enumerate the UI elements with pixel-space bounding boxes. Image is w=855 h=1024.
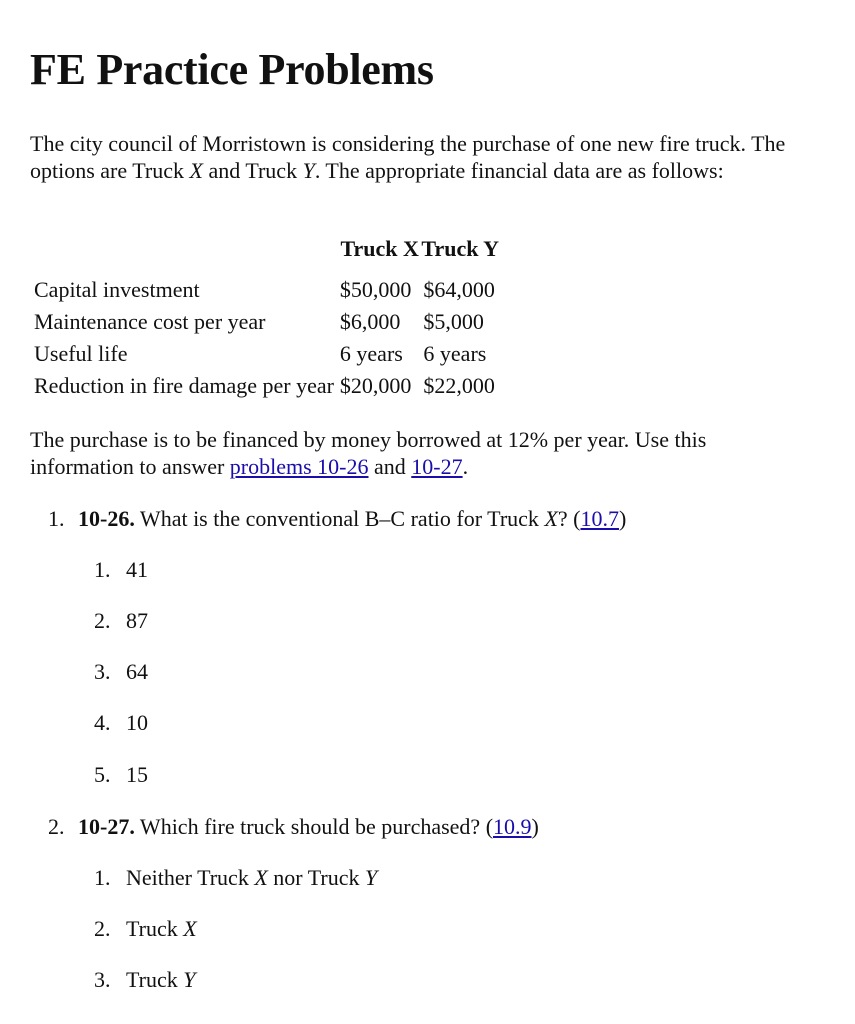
financial-data-table bbox=[32, 236, 499, 402]
option-text: Truck bbox=[126, 967, 184, 992]
truck-y-value: 6 years bbox=[423, 341, 487, 366]
option-truck-y: Y bbox=[364, 865, 378, 890]
option-text: Truck bbox=[126, 916, 184, 941]
truck-y-value: $5,000 bbox=[423, 309, 484, 334]
option-text: 10 bbox=[126, 710, 148, 735]
intro-truck-y: Y bbox=[302, 158, 315, 183]
question-10-26 bbox=[48, 505, 626, 532]
option-truck-x: X bbox=[254, 865, 268, 890]
answer-option[interactable] bbox=[94, 915, 197, 942]
financing-paragraph bbox=[30, 426, 810, 480]
table-row bbox=[32, 338, 499, 370]
question-id: 10-26. bbox=[78, 506, 135, 531]
option-text: 41 bbox=[126, 557, 148, 582]
option-number: 3. bbox=[94, 659, 111, 684]
answer-option[interactable] bbox=[94, 761, 148, 788]
question-id: 10-27. bbox=[78, 814, 135, 839]
question-10-27 bbox=[48, 813, 539, 840]
page-title: FE Practice Problems bbox=[30, 45, 434, 94]
intro-truck-x: X bbox=[189, 158, 203, 183]
row-label: Maintenance cost per year bbox=[34, 309, 266, 334]
financing-text: The purchase is to be financed by money borrowed at 12% per year. Use this information to answer bbox=[30, 427, 707, 479]
option-text: 64 bbox=[126, 659, 148, 684]
question-text: ) bbox=[618, 506, 627, 531]
question-text: Which fire truck should be purchased? ( bbox=[134, 814, 494, 839]
option-number: 2. bbox=[94, 608, 111, 633]
table-row bbox=[32, 274, 499, 306]
option-truck-y: Y bbox=[183, 967, 196, 992]
answer-option[interactable] bbox=[94, 658, 148, 685]
table-row bbox=[32, 306, 499, 338]
option-truck-x: X bbox=[183, 916, 197, 941]
intro-paragraph bbox=[30, 130, 790, 184]
option-text: nor Truck bbox=[267, 865, 365, 890]
option-number: 3. bbox=[94, 967, 111, 992]
table-row bbox=[32, 370, 499, 402]
question-text: ) bbox=[531, 814, 539, 839]
truck-x-value: $20,000 bbox=[339, 373, 412, 398]
table-header-truck-y: Truck Y bbox=[421, 236, 500, 261]
truck-x-value: 6 years bbox=[339, 341, 403, 366]
table-header-truck-x: Truck X bbox=[340, 236, 419, 261]
option-text: 87 bbox=[126, 608, 148, 633]
row-label: Reduction in fire damage per year bbox=[34, 373, 334, 398]
problem-10-27-link[interactable]: 10-27 bbox=[411, 454, 463, 479]
option-text: 15 bbox=[126, 762, 148, 787]
answer-option[interactable] bbox=[94, 607, 148, 634]
truck-x-value: $50,000 bbox=[339, 277, 412, 302]
answer-option[interactable] bbox=[94, 556, 148, 583]
option-number: 1. bbox=[94, 557, 111, 582]
problems-10-26-link[interactable]: problems 10-26 bbox=[229, 454, 369, 479]
option-number: 2. bbox=[94, 916, 111, 941]
answer-option[interactable] bbox=[94, 864, 377, 891]
financing-text: . bbox=[462, 454, 469, 479]
question-text: What is the conventional B–C ratio for Truck bbox=[134, 506, 545, 531]
section-10-7-link[interactable]: 10.7 bbox=[580, 506, 619, 531]
option-number: 1. bbox=[94, 865, 111, 890]
intro-text: The city council of Morristown is considering the purchase of one new fire truck. The options are Truck bbox=[30, 131, 786, 183]
truck-x-value: $6,000 bbox=[339, 309, 401, 334]
truck-y-value: $22,000 bbox=[423, 373, 495, 398]
financing-text: and bbox=[368, 454, 412, 479]
intro-text: . The appropriate financial data are as follows: bbox=[314, 158, 724, 183]
option-text: Neither Truck bbox=[126, 865, 255, 890]
row-label: Useful life bbox=[34, 341, 128, 366]
section-10-9-link[interactable]: 10.9 bbox=[493, 814, 532, 839]
question-text: ? ( bbox=[557, 506, 581, 531]
intro-text: and Truck bbox=[202, 158, 303, 183]
question-truck-x: X bbox=[544, 506, 558, 531]
table-header-label bbox=[32, 236, 338, 274]
option-number: 4. bbox=[94, 710, 111, 735]
truck-y-value: $64,000 bbox=[423, 277, 495, 302]
question-number: 2. bbox=[48, 814, 65, 839]
table-header-row bbox=[32, 236, 499, 274]
question-number: 1. bbox=[48, 506, 65, 531]
answer-option[interactable] bbox=[94, 966, 196, 993]
row-label: Capital investment bbox=[34, 277, 200, 302]
answer-option[interactable] bbox=[94, 709, 148, 736]
option-number: 5. bbox=[94, 762, 111, 787]
